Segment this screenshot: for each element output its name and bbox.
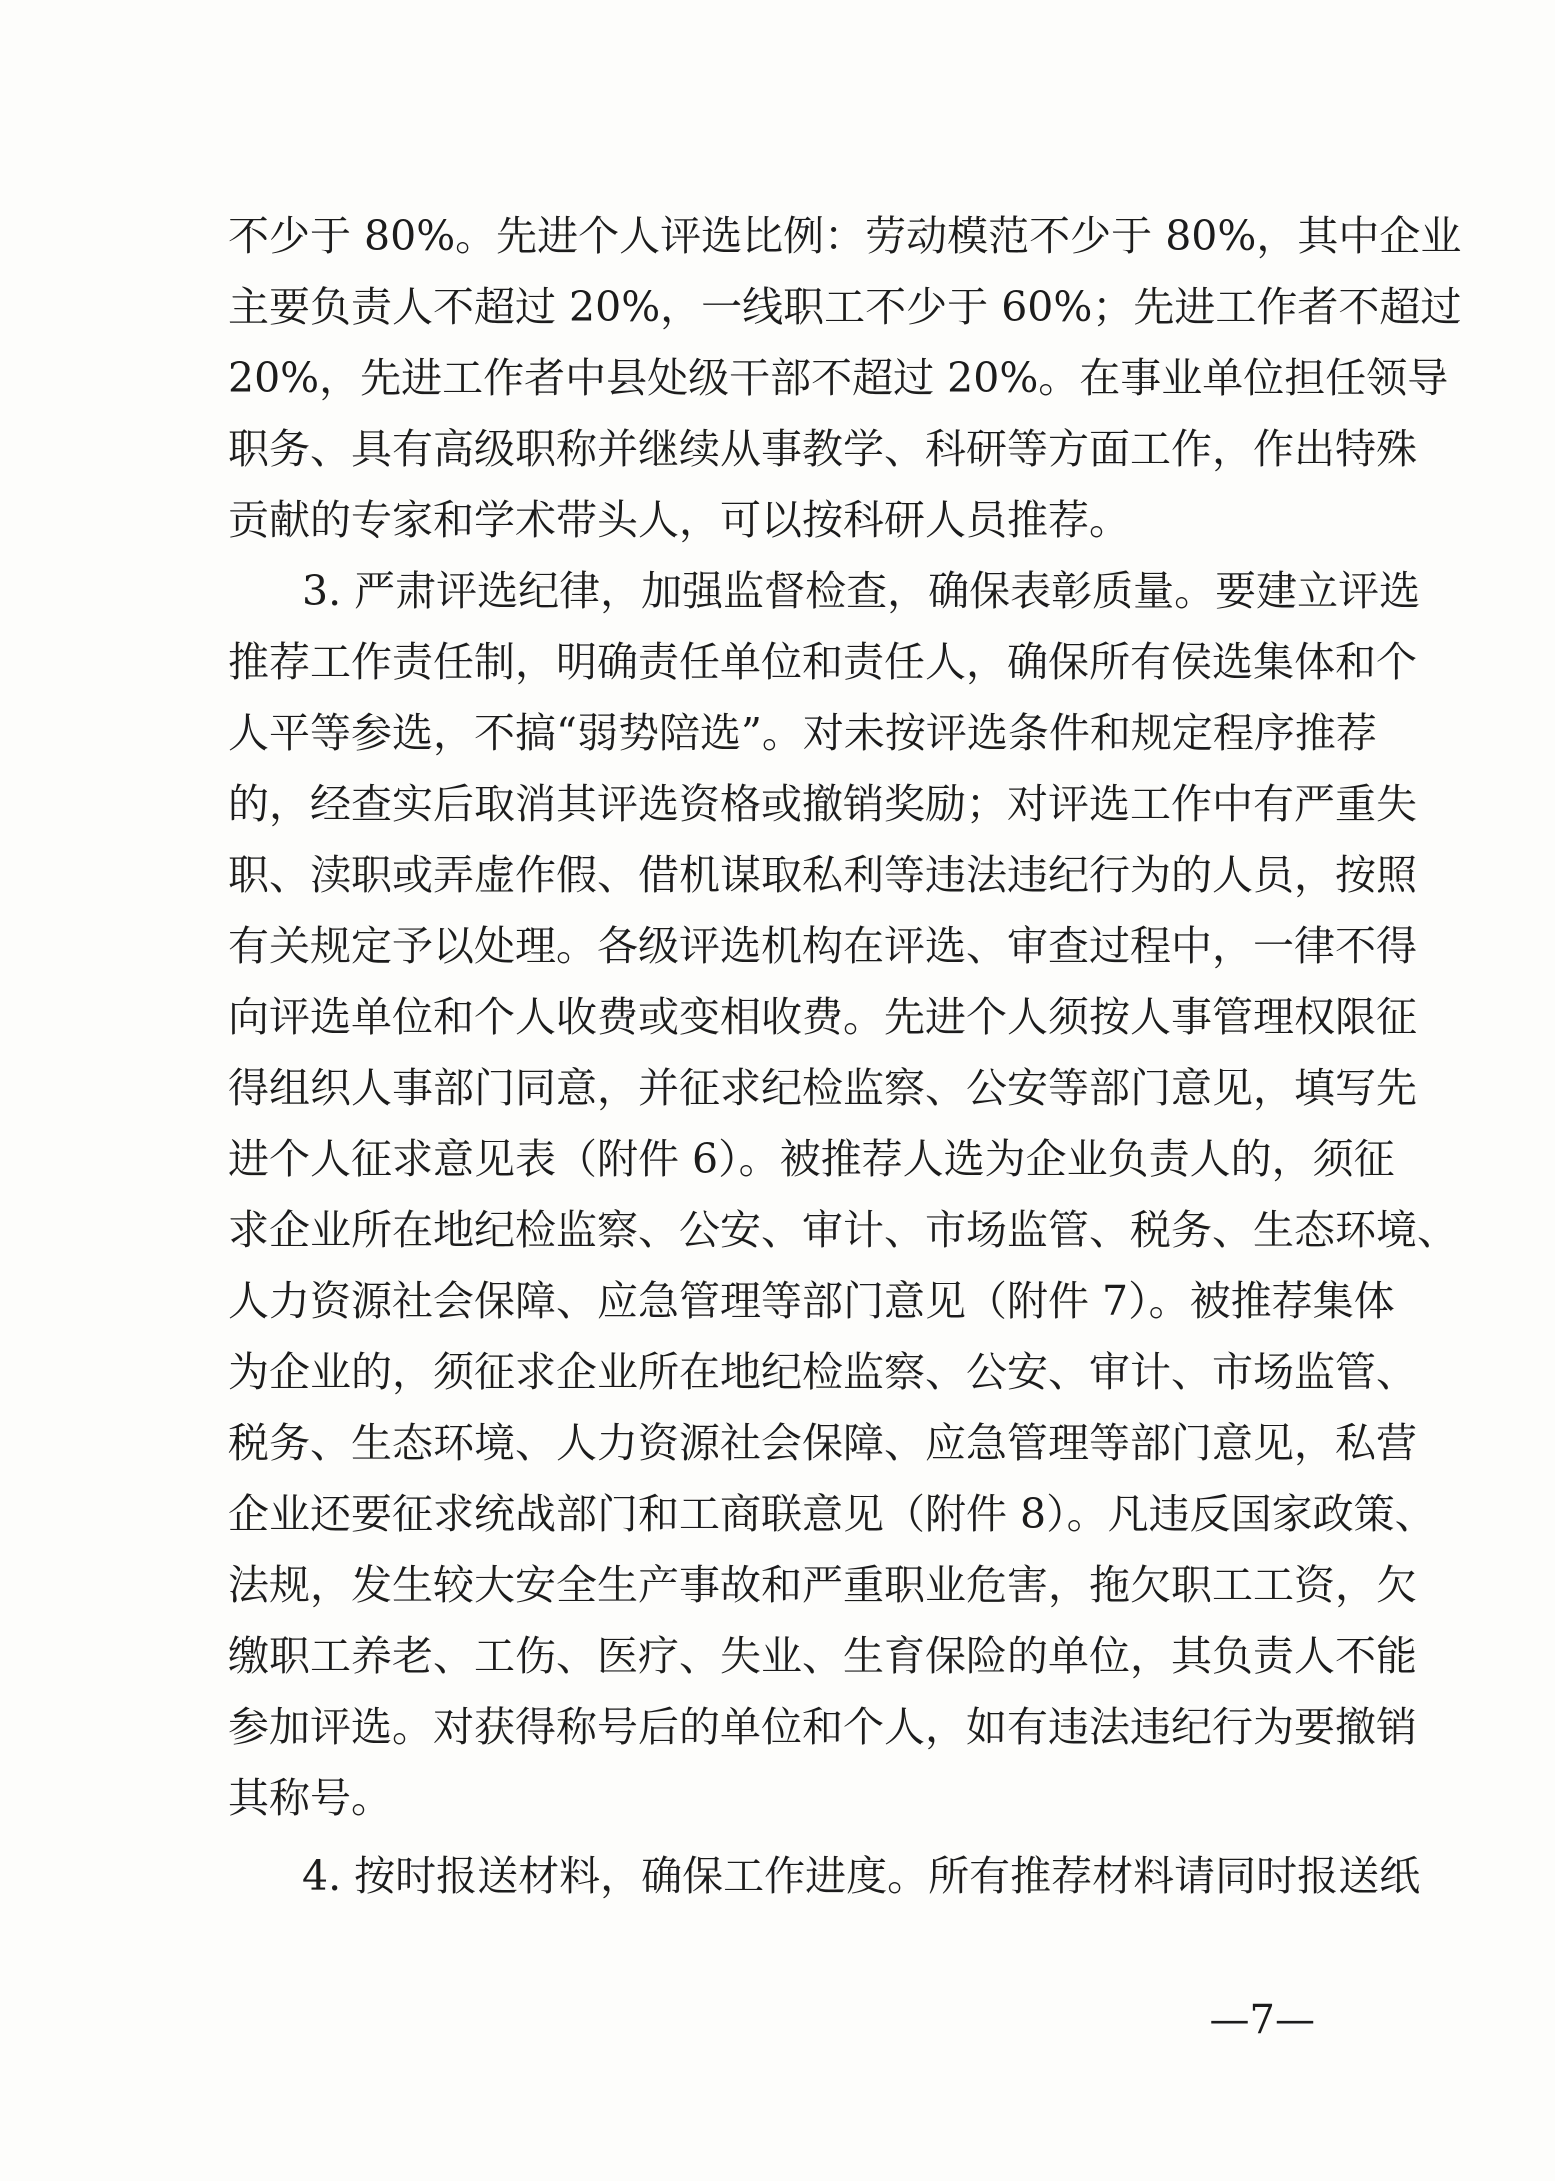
text-line-22: 参加评选。对获得称号后的单位和个人，如有违法违纪行为要撤销 bbox=[228, 1703, 1417, 1751]
text-line-13: 得组织人事部门同意，并征求纪检监察、公安等部门意见，填写先 bbox=[228, 1064, 1417, 1112]
text-line-15: 求企业所在地纪检监察、公安、审计、市场监管、税务、生态环境、 bbox=[228, 1206, 1458, 1254]
text-line-18: 税务、生态环境、人力资源社会保障、应急管理等部门意见，私营 bbox=[228, 1419, 1417, 1467]
text-line-17: 为企业的，须征求企业所在地纪检监察、公安、审计、市场监管、 bbox=[228, 1348, 1417, 1396]
paragraph-4-start: 4. 按时报送材料，确保工作进度。所有推荐材料请同时报送纸 bbox=[302, 1852, 1421, 1900]
text-line-11: 有关规定予以处理。各级评选机构在评选、审查过程中，一律不得 bbox=[228, 922, 1417, 970]
text-line-3: 20%，先进工作者中县处级干部不超过 20%。在事业单位担任领导 bbox=[228, 354, 1449, 402]
text-line-23: 其称号。 bbox=[228, 1774, 392, 1822]
text-line-10: 职、渎职或弄虚作假、借机谋取私利等违法违纪行为的人员，按照 bbox=[228, 851, 1417, 899]
text-line-12: 向评选单位和个人收费或变相收费。先进个人须按人事管理权限征 bbox=[228, 993, 1417, 1041]
text-line-20: 法规，发生较大安全生产事故和严重职业危害，拖欠职工工资，欠 bbox=[228, 1561, 1417, 1609]
paragraph-3-start: 3. 严肃评选纪律，加强监督检查，确保表彰质量。要建立评选 bbox=[302, 567, 1421, 615]
page-number: —7— bbox=[1209, 1997, 1315, 2043]
text-line-7: 推荐工作责任制，明确责任单位和责任人，确保所有侯选集体和个 bbox=[228, 638, 1417, 686]
text-line-16: 人力资源社会保障、应急管理等部门意见（附件 7）。被推荐集体 bbox=[228, 1277, 1395, 1325]
text-line-19: 企业还要征求统战部门和工商联意见（附件 8）。凡违反国家政策、 bbox=[228, 1490, 1436, 1538]
text-line-2: 主要负责人不超过 20%，一线职工不少于 60%；先进工作者不超过 bbox=[228, 283, 1462, 331]
text-line-1: 不少于 80%。先进个人评选比例：劳动模范不少于 80%，其中企业 bbox=[228, 212, 1462, 260]
text-line-8: 人平等参选，不搞“弱势陪选”。对未按评选条件和规定程序推荐 bbox=[228, 709, 1377, 757]
text-line-5: 贡献的专家和学术带头人，可以按科研人员推荐。 bbox=[228, 496, 1130, 544]
text-line-21: 缴职工养老、工伤、医疗、失业、生育保险的单位，其负责人不能 bbox=[228, 1632, 1417, 1680]
text-line-4: 职务、具有高级职称并继续从事教学、科研等方面工作，作出特殊 bbox=[228, 425, 1417, 473]
text-line-9: 的，经查实后取消其评选资格或撤销奖励；对评选工作中有严重失 bbox=[228, 780, 1417, 828]
text-line-14: 进个人征求意见表（附件 6）。被推荐人选为企业负责人的，须征 bbox=[228, 1135, 1395, 1183]
